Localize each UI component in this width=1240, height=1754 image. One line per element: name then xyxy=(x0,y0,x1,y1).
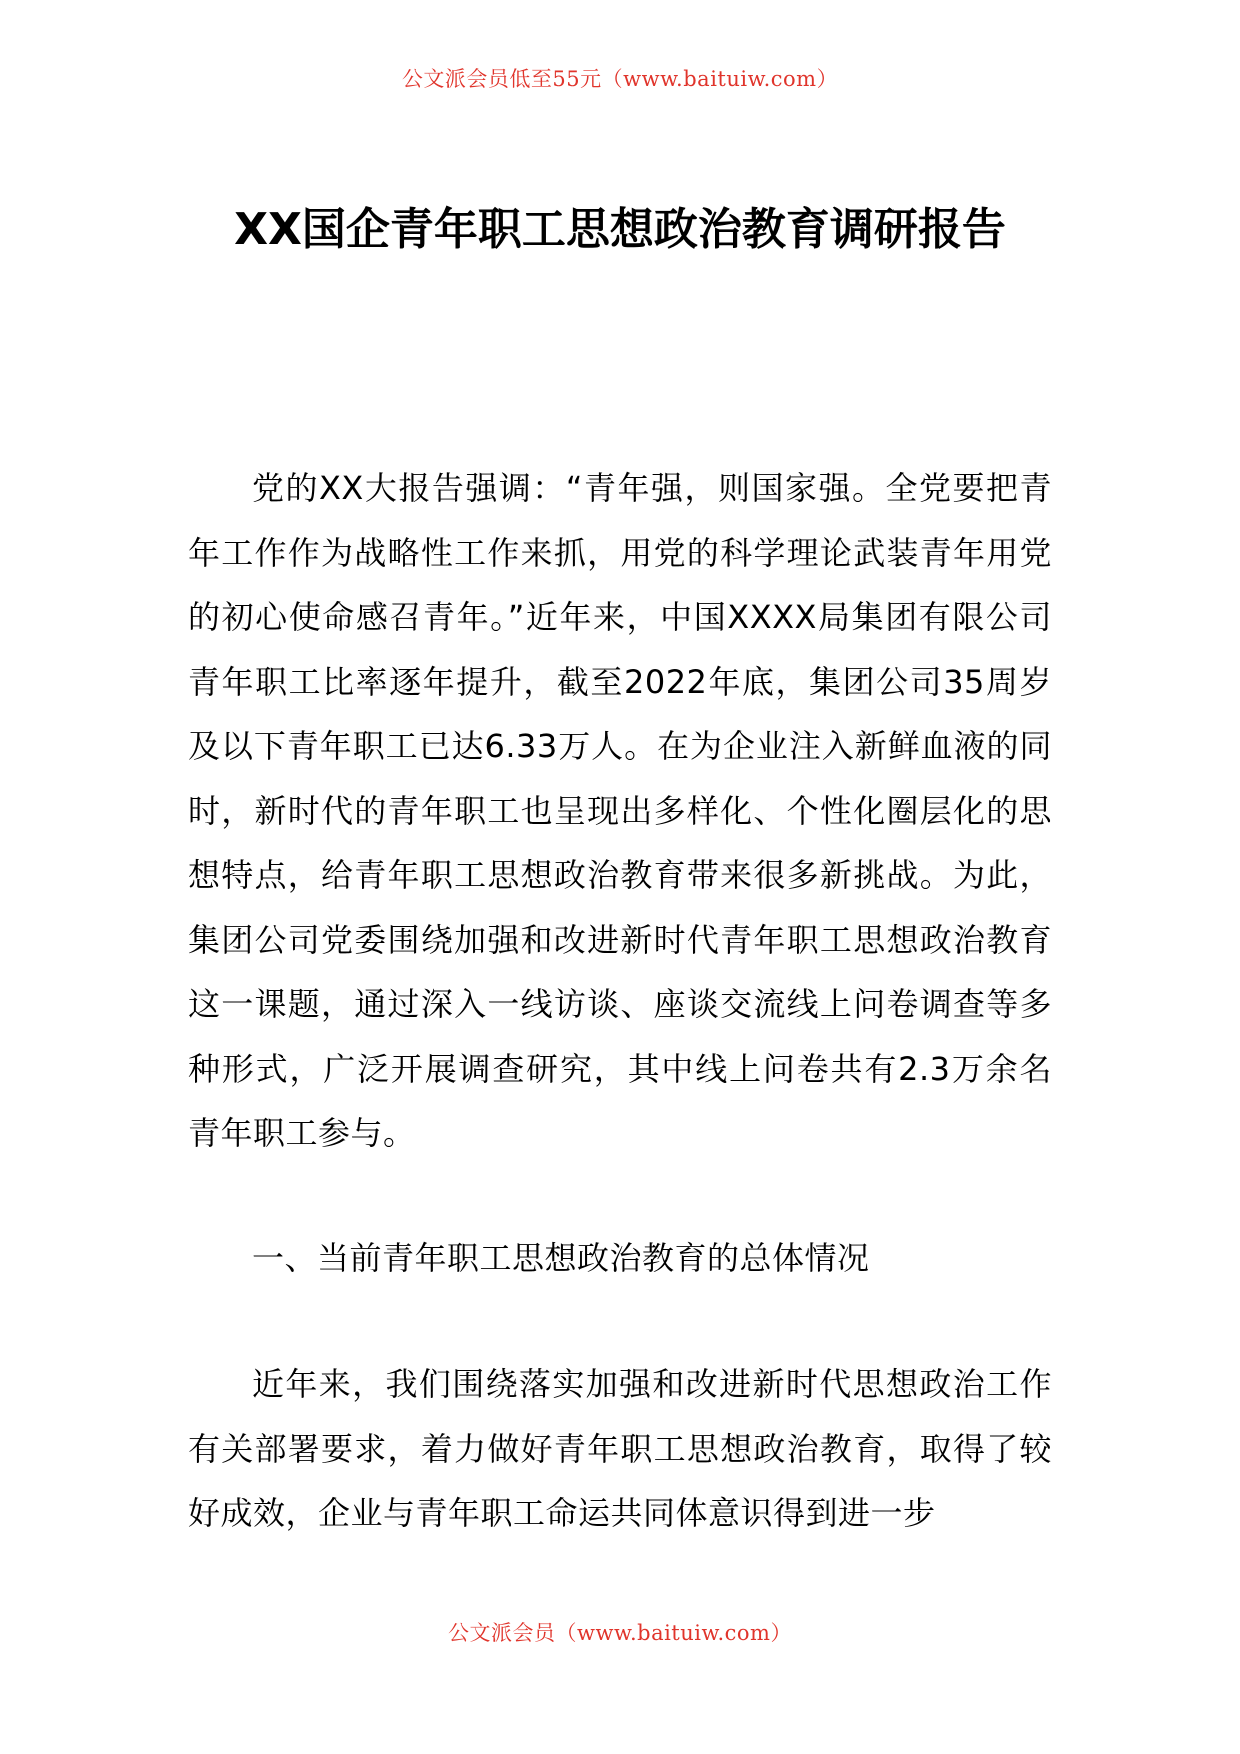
section-heading: 一、当前青年职工思想政治教育的总体情况 xyxy=(252,1239,870,1277)
document-title: XX国企青年职工思想政治教育调研报告 xyxy=(234,204,1006,255)
section-paragraph: 近年来，我们围绕落实加强和改进新时代思想政治工作有关部署要求，着力做好青年职工思想政治教育，取得了较好成效，企业与青年职工命运共同体意识得到进一步 xyxy=(188,1365,1052,1532)
intro-paragraph: 党的XX大报告强调：“青年强，则国家强。全党要把青年工作作为战略性工作来抓，用党的科学理论武装青年用党的初心使命感召青年。”近年来，中国XXXX局集团有限公司青年职工比率逐年提升，截至2022年底，集团公司35周岁及以下青年职工已达6.33万人。在为企业注入新鲜血液的同时，新时代的青年职工也呈现出多样化、个性化圈层化的思想特点，给青年职工思想政治教育带来很多新挑战。为此，集团公司党委围绕加强和改进新时代青年职工思想政治教育这一课题，通过深入一线访谈、座谈交流线上问卷调查等多种形式，广泛开展调查研究，其中线上问卷共有2.3万余名青年职工参与。 xyxy=(188,469,1052,1152)
footer-watermark: 公文派会员（www.baituiw.com） xyxy=(448,1621,792,1645)
header-watermark: 公文派会员低至55元（www.baituiw.com） xyxy=(401,67,839,91)
